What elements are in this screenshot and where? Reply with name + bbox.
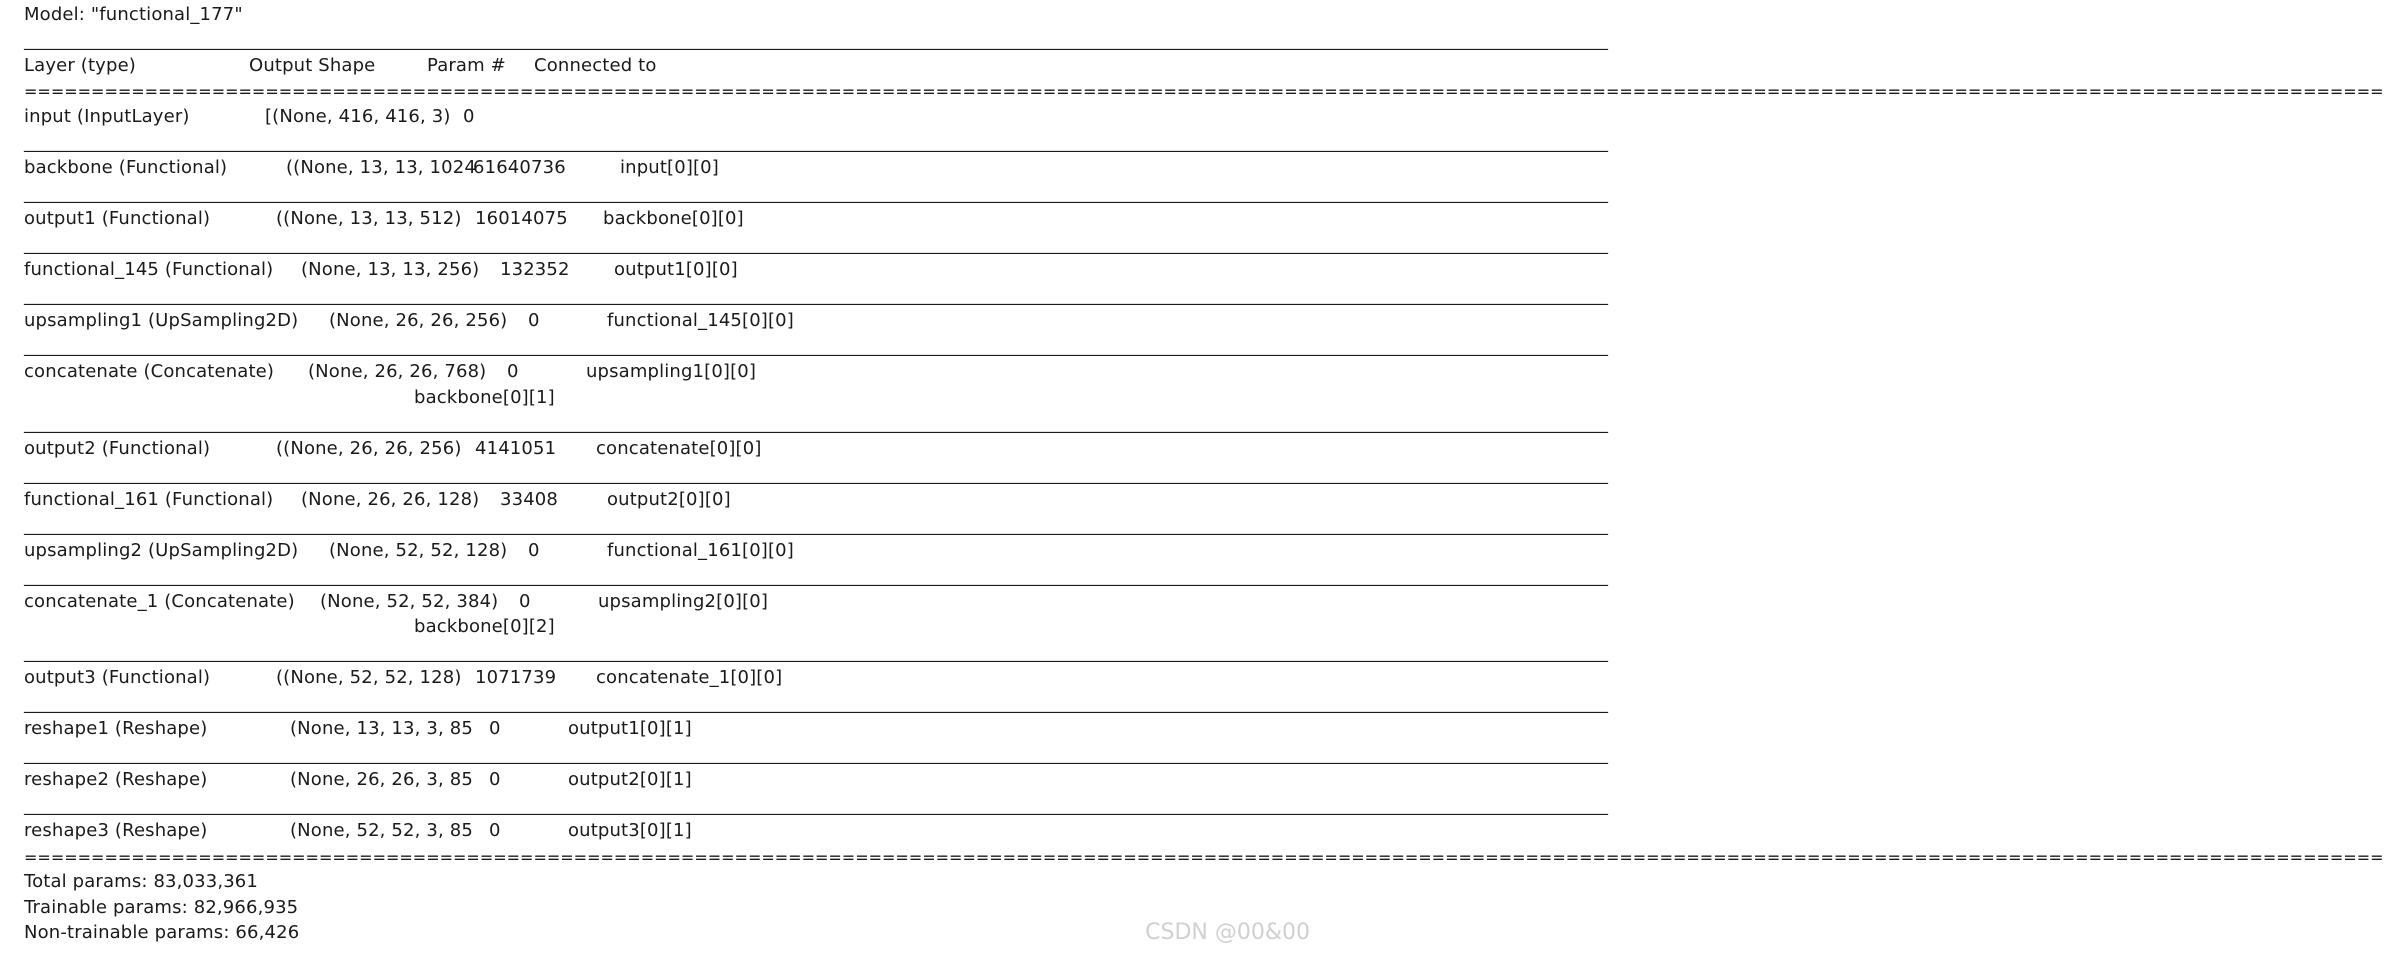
divider: ______________________________________________________________________________________________________________________________________________________________________________________________________	[24, 133, 1608, 152]
row-params: 132352	[500, 259, 570, 280]
total-params: Total params: 83,033,361	[24, 871, 259, 892]
row-params: 4141051	[475, 438, 557, 459]
row-shape: (None, 52, 52, 384)	[320, 591, 499, 612]
header-param: Param #	[427, 55, 506, 76]
row-layer: functional_145 (Functional)	[24, 259, 274, 280]
row-layer: reshape1 (Reshape)	[24, 718, 208, 739]
row-connected: output1[0][1]	[568, 718, 692, 739]
divider: ______________________________________________________________________________________________________________________________________________________________________________________________________	[24, 796, 1608, 815]
row-shape: ((None, 26, 26, 256)	[276, 438, 462, 459]
non-trainable-params: Non-trainable params: 66,426	[24, 922, 300, 943]
row-params: 0	[489, 769, 501, 790]
row-params: 16014075	[475, 208, 568, 229]
double-divider: ================================================================================================================================================================================	[24, 848, 2384, 867]
header-output-shape: Output Shape	[249, 55, 376, 76]
row-params: 0	[519, 591, 531, 612]
divider: ______________________________________________________________________________________________________________________________________________________________________________________________________	[24, 337, 1608, 356]
row-shape: (None, 52, 52, 3, 85	[290, 820, 473, 841]
divider: ______________________________________________________________________________________________________________________________________________________________________________________________________	[24, 414, 1608, 433]
divider: ______________________________________________________________________________________________________________________________________________________________________________________________________	[24, 465, 1608, 484]
row-connected: concatenate_1[0][0]	[596, 667, 783, 688]
row-shape: ((None, 13, 13, 512)	[276, 208, 462, 229]
row-layer: reshape2 (Reshape)	[24, 769, 208, 790]
row-layer: concatenate (Concatenate)	[24, 361, 275, 382]
row-connected: functional_161[0][0]	[607, 540, 794, 561]
row-layer: output2 (Functional)	[24, 438, 211, 459]
row-params: 61640736	[473, 157, 566, 178]
row-layer: reshape3 (Reshape)	[24, 820, 208, 841]
row-shape: [(None, 416, 416, 3)	[265, 106, 451, 127]
row-params: 33408	[500, 489, 559, 510]
row-connected-extra: backbone[0][2]	[414, 616, 555, 637]
row-shape: ((None, 13, 13, 1024	[286, 157, 476, 178]
row-layer: functional_161 (Functional)	[24, 489, 274, 510]
row-connected-extra: backbone[0][1]	[414, 387, 555, 408]
watermark: CSDN @00&00	[1145, 920, 1310, 945]
row-shape: ((None, 52, 52, 128)	[276, 667, 462, 688]
row-connected: output2[0][1]	[568, 769, 692, 790]
row-shape: (None, 52, 52, 128)	[329, 540, 508, 561]
row-layer: input (InputLayer)	[24, 106, 190, 127]
row-layer: upsampling1 (UpSampling2D)	[24, 310, 299, 331]
row-layer: output3 (Functional)	[24, 667, 211, 688]
trainable-params: Trainable params: 82,966,935	[24, 897, 299, 918]
row-connected: input[0][0]	[620, 157, 719, 178]
row-shape: (None, 13, 13, 256)	[301, 259, 480, 280]
row-params: 0	[528, 310, 540, 331]
row-connected: output2[0][0]	[607, 489, 731, 510]
row-params: 0	[463, 106, 475, 127]
divider: ______________________________________________________________________________________________________________________________________________________________________________________________________	[24, 31, 1608, 50]
row-connected: functional_145[0][0]	[607, 310, 794, 331]
row-connected: output1[0][0]	[614, 259, 738, 280]
row-shape: (None, 26, 26, 768)	[308, 361, 487, 382]
row-layer: concatenate_1 (Concatenate)	[24, 591, 295, 612]
divider: ______________________________________________________________________________________________________________________________________________________________________________________________________	[24, 516, 1608, 535]
row-shape: (None, 13, 13, 3, 85	[290, 718, 473, 739]
row-layer: output1 (Functional)	[24, 208, 211, 229]
row-layer: backbone (Functional)	[24, 157, 228, 178]
row-shape: (None, 26, 26, 3, 85	[290, 769, 473, 790]
row-connected: upsampling2[0][0]	[598, 591, 769, 612]
row-shape: (None, 26, 26, 128)	[301, 489, 480, 510]
row-connected: concatenate[0][0]	[596, 438, 762, 459]
row-connected: upsampling1[0][0]	[586, 361, 757, 382]
divider: ______________________________________________________________________________________________________________________________________________________________________________________________________	[24, 286, 1608, 305]
row-shape: (None, 26, 26, 256)	[329, 310, 508, 331]
row-params: 0	[507, 361, 519, 382]
divider: ______________________________________________________________________________________________________________________________________________________________________________________________________	[24, 184, 1608, 203]
header-connected: Connected to	[534, 55, 657, 76]
row-connected: output3[0][1]	[568, 820, 692, 841]
row-params: 0	[489, 718, 501, 739]
row-connected: backbone[0][0]	[603, 208, 744, 229]
double-divider: ================================================================================================================================================================================	[24, 82, 2384, 101]
divider: ______________________________________________________________________________________________________________________________________________________________________________________________________	[24, 643, 1608, 662]
row-layer: upsampling2 (UpSampling2D)	[24, 540, 299, 561]
header-layer: Layer (type)	[24, 55, 136, 76]
row-params: 1071739	[475, 667, 557, 688]
divider: ______________________________________________________________________________________________________________________________________________________________________________________________________	[24, 567, 1608, 586]
model-title: Model: "functional_177"	[24, 4, 243, 25]
row-params: 0	[528, 540, 540, 561]
divider: ______________________________________________________________________________________________________________________________________________________________________________________________________	[24, 694, 1608, 713]
row-params: 0	[489, 820, 501, 841]
divider: ______________________________________________________________________________________________________________________________________________________________________________________________________	[24, 235, 1608, 254]
divider: ______________________________________________________________________________________________________________________________________________________________________________________________________	[24, 745, 1608, 764]
